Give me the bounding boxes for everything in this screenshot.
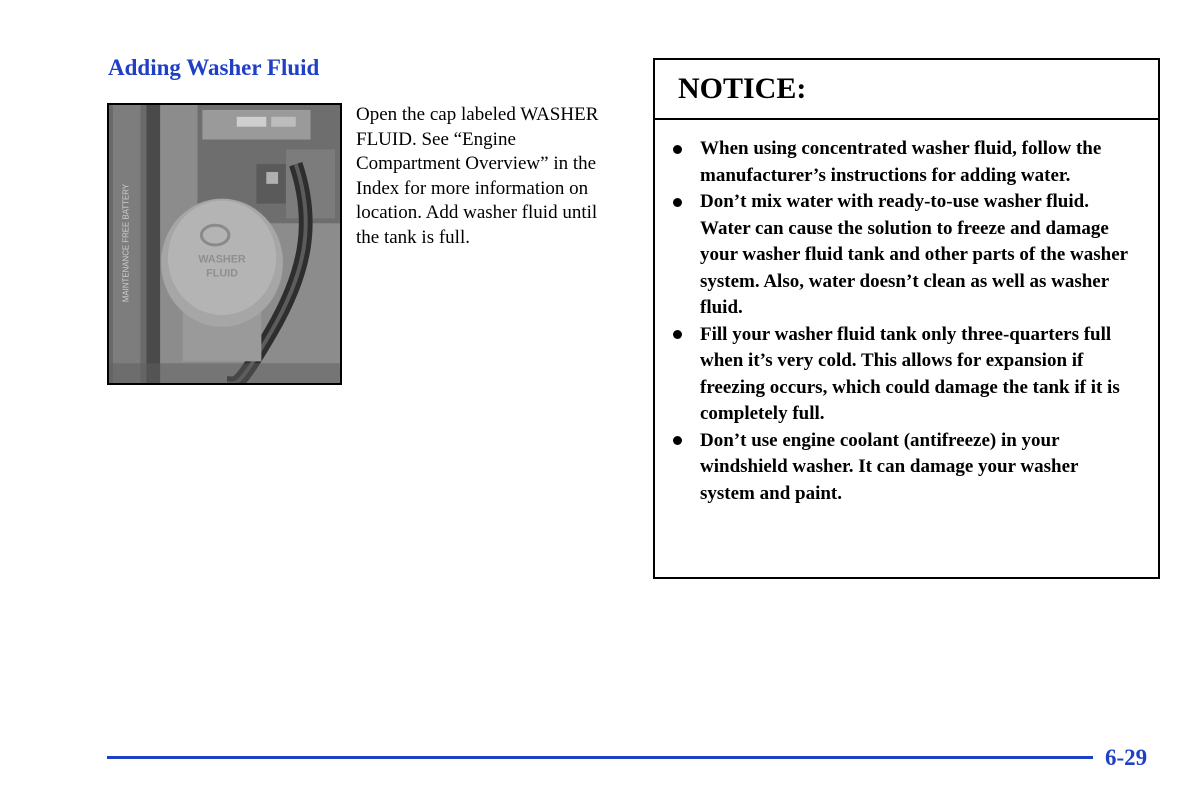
notice-item	[655, 322, 1158, 428]
bullet-icon	[673, 189, 683, 216]
notice-header	[655, 60, 1158, 120]
notice-item-text: Don’t use engine coolant (antifreeze) in your windshield washer. It can damage your washer system and paint.	[700, 429, 1079, 504]
section-title: Adding Washer Fluid	[108, 55, 320, 80]
bullet-icon	[673, 428, 683, 455]
photo-illustration	[109, 105, 340, 383]
notice-title: NOTICE:	[678, 72, 807, 105]
cap-text-line-2: FLUID	[206, 267, 238, 280]
bullet-icon	[673, 136, 683, 163]
notice-box	[653, 58, 1160, 579]
bullet-icon	[673, 322, 683, 349]
battery-label: MAINTENANCE FREE BATTERY	[121, 183, 131, 303]
notice-item-text: Don’t mix water with ready-to-use washer fluid. Water can cause the solution to freeze and damage your washer fluid tank and other parts of the washer system. Also, water doesn’t clean as well as washer fluid.	[700, 191, 1128, 318]
notice-item	[655, 136, 1158, 189]
cap-text-line-1: WASHER	[198, 253, 246, 266]
notice-item	[655, 189, 1158, 322]
notice-list	[655, 120, 1158, 507]
notice-item-text: Fill your washer fluid tank only three-quarters full when it’s very cold. This allows for expansion if freezing occurs, which could damage the tank if it is completely full.	[700, 323, 1120, 424]
notice-item-text: When using concentrated washer fluid, follow the manufacturer’s instructions for adding water.	[700, 138, 1102, 186]
notice-item	[655, 428, 1158, 508]
instruction-text: Open the cap labeled WASHER FLUID. See “Engine Compartment Overview” in the Index for more information on location. Add washer fluid until the tank is full.	[356, 104, 599, 248]
washer-fluid-cap-photo	[107, 103, 342, 385]
page-number: 6-29	[1105, 745, 1148, 770]
footer-rule	[107, 756, 1093, 759]
